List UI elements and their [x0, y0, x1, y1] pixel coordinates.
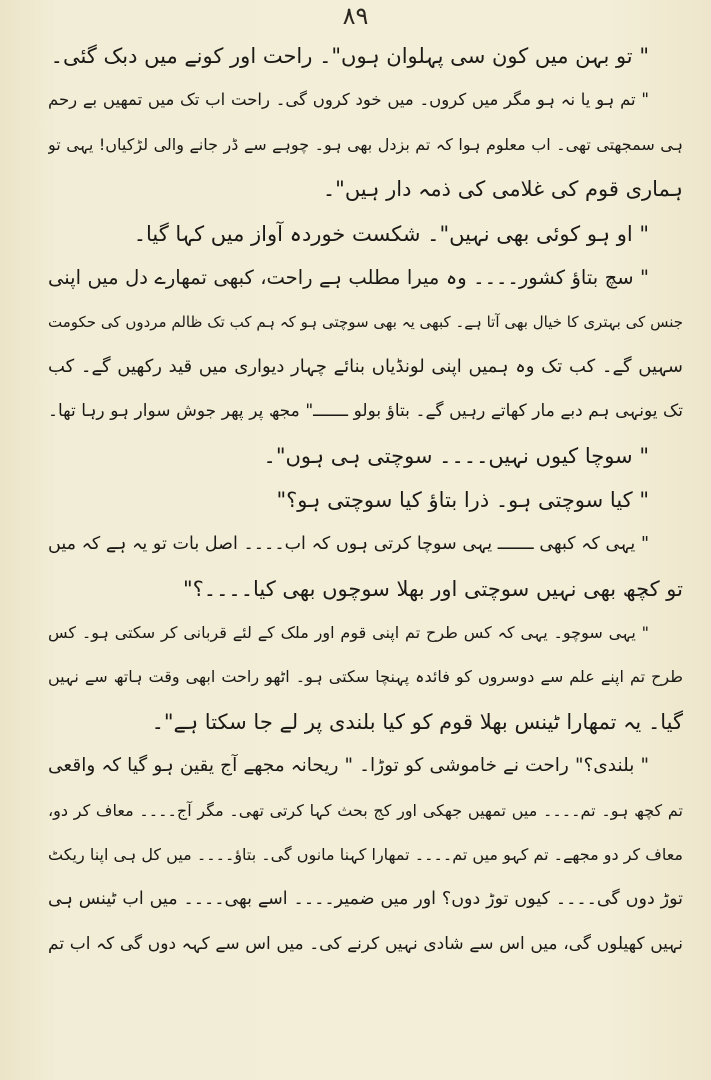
text-line: طرح تم اپنے علم سے دوسروں کو فائدہ پہنچا سکتی ہو۔ اٹھو راحت ابھی وقت ہاتھ سے نہیں [48, 667, 683, 687]
text-line: ہماری قوم کی غلامی کی ذمہ دار ہیں"۔ [322, 177, 683, 202]
text-line: " یہی کہ کبھی ـــــــ یہی سوچا کرتی ہوں کہ اب۔۔۔۔ اصل بات تو یہ ہے کہ میں [48, 534, 649, 555]
text-line: معاف کر دو مجھے۔ تم کہو میں تم۔۔۔۔ تمھارا کہنا مانوں گی۔ بتاؤ۔۔۔۔ میں کل ہی اپنا ریکٹ [48, 845, 683, 865]
text-line: " کیا سوچتی ہو۔ ذرا بتاؤ کیا سوچتی ہو؟" [276, 487, 649, 512]
page-number: ۸۹ [342, 2, 369, 30]
text-line: توڑ دوں گی۔۔۔۔ کیوں توڑ دوں؟ اور میں ضمیر۔۔۔۔ اسے بھی۔۔۔۔ میں اب ٹینس ہی [48, 889, 683, 910]
text-line: " او ہو کوئی بھی نہیں"۔ شکست خوردہ آواز میں کہا گیا۔ [133, 221, 649, 246]
text-line: " یہی سوچو۔ یہی کہ کس طرح تم اپنی قوم اور ملک کے لئے قربانی کر سکتی ہو۔ کس [48, 623, 649, 643]
text-line: ہی سمجھتی تھی۔ اب معلوم ہوا کہ تم بزدل بھی ہو۔ چوہے سے ڈر جانے والی لڑکیاں! یہی تو [48, 134, 683, 154]
text-line: " تم ہو یا نہ ہو مگر میں کروں۔ میں خود کروں گی۔ راحت اب تک میں تمھیں بے رحم [48, 90, 649, 110]
text-line: " بلندی؟" راحت نے خاموشی کو توڑا۔ " ریحانہ مجھے آج یقین ہو گیا کہ واقعی [48, 755, 649, 777]
text-line: " سوچا کیوں نہیں۔۔۔۔ سوچتی ہی ہوں"۔ [263, 443, 649, 468]
page-text [48, 34, 683, 966]
text-line: " سچ بتاؤ کشور۔۔۔۔ وہ میرا مطلب ہے راحت، کبھی تمھارے دل میں اپنی [48, 265, 649, 289]
text-line: تو کچھ بھی نہیں سوچتی اور بھلا سوچوں بھی کیا۔۔۔۔؟" [182, 576, 683, 601]
text-line: تک یونہی ہم دبے مار کھاتے رہیں گے۔ بتاؤ بولو ـــــــ" مجھ پر پھر جوش سوار ہو رہا تھا۔ [48, 401, 683, 422]
text-line: سہیں گے۔ کب تک وہ ہمیں اپنی لونڈیاں بنائے چہار دیواری میں قید رکھیں گے۔ کب [48, 355, 683, 377]
text-line: تم کچھ ہو۔ تم۔۔۔۔ میں تمھیں جھکی اور کج بحث کہا کرتی تھی۔ مگر آج۔۔۔۔ معاف کر دو، [48, 800, 683, 820]
text-line: جنس کی بہتری کا خیال بھی آتا ہے۔ کبھی یہ بھی سوچتی ہو کہ ہم کب تک ظالم مردوں کی حکومت [48, 313, 683, 332]
text-line: گیا۔ یہ تمھارا ٹینس بھلا قوم کو کیا بلندی پر لے جا سکتا ہے"۔ [151, 709, 683, 734]
text-line: " تو بہن میں کون سی پہلوان ہوں"۔ راحت اور کونے میں دبک گئی۔ [50, 44, 649, 68]
text-line: نہیں کھیلوں گی، میں اس سے شادی نہیں کرنے کی۔ میں اس سے کہہ دوں گی کہ اب تم [48, 933, 683, 954]
